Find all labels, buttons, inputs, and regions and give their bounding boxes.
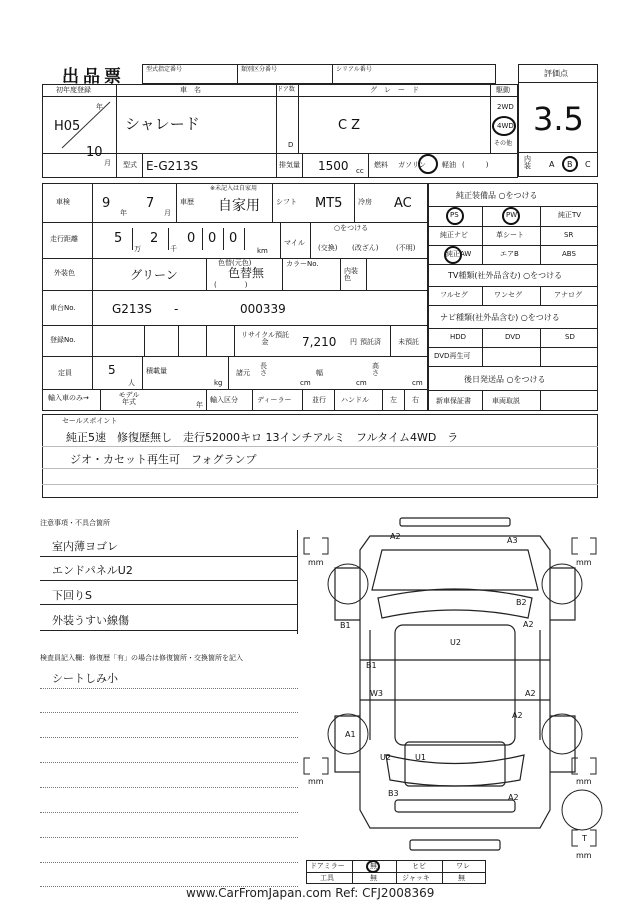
mm-fr: mm [576,558,592,567]
mark-a2-lower: A2 [512,711,523,720]
drive-other: その他 [494,140,513,147]
mileage-label: 走行距離 [50,235,78,243]
ac-value: AC [394,196,412,211]
history-value: 自家用 [218,198,260,214]
interior-label: 内装 [524,155,531,170]
chassis-dash: - [174,302,179,316]
tv-analog: アナログ [554,291,582,299]
genuine-title: 純正装備品 ○をつける [456,191,538,200]
inspector-line1: シートしみ小 [52,672,118,685]
interior-grade-c: C [585,160,591,169]
jack-none: 無 [458,874,465,882]
equip-pw-circle [502,207,520,225]
recycle-amount: 7,210 [302,335,337,349]
aftermarket-title: 後日発送品 ○をつける [464,375,546,384]
model-type: E-G213S [146,159,199,173]
chassis-label: 車台No. [50,304,76,312]
handle-left: 左 [390,396,397,404]
height-cm: cm [412,379,423,387]
inspector-label: 検査員記入欄：修復歴「有」の場合は修復箇所・交換箇所を記入 [40,654,243,662]
handle-right: 右 [412,396,419,404]
not-deposited: 未預託 [398,338,419,346]
navi-dvd: DVD [505,333,521,341]
interior-grade-a: A [549,160,555,169]
vehicle-manual: 車両取説 [492,397,520,405]
equip-leather: 革シート [496,231,524,239]
drive-2wd: 2WD [497,103,514,111]
mirror-none: 無 [370,862,377,870]
category-label: 類別区分番号 [241,66,278,73]
mark-b2: B2 [516,598,527,607]
mm-rr: mm [576,777,592,786]
new-car-warranty: 新車保証書 [436,397,471,405]
mark-b1-mid: B1 [366,661,377,670]
circle-note: ○をつける [334,224,369,232]
tv-title: TV種類(社外品含む) ○をつける [448,271,563,280]
mark-w3: W3 [370,689,383,698]
equip-abs: ABS [562,250,576,258]
mileage-digit-1: 5 [114,231,123,246]
repaint-paren: ( ) [214,281,248,289]
drive-4wd-circle [492,116,516,136]
doors-value: D [288,141,294,149]
grade-value: CZ [338,118,364,133]
mileage-digit-4: 0 [208,231,217,246]
displacement-unit: cc [356,167,364,175]
shift-label: シフト [276,198,297,206]
equip-aw: 純正AW [446,250,472,258]
year-unit: 年 [96,103,103,111]
length-cm: cm [300,379,311,387]
interior-grade-b-circle [562,156,578,172]
dvd-label: DVD再生可 [434,352,471,360]
first-reg-year: H05 [54,119,81,134]
tire-t: T [582,834,587,843]
displacement-label: 排気量 [279,161,300,169]
mark-u2-rear: U2 [380,753,391,762]
chip-label: ワレ [456,862,470,870]
chassis-number: 000339 [240,302,286,316]
car-diagram [300,510,610,870]
inspection-month: 7 [146,196,155,211]
equip-navi: 純正ナビ [440,231,468,239]
width-label: 幅 [316,369,323,377]
model-year-unit: 年 [196,401,203,409]
repaint-label: 色替(元色) [218,259,252,267]
mark-a3: A3 [507,536,518,545]
navi-sd: SD [565,333,575,341]
model-year-label: モデル年式 [118,391,140,406]
history-note: ※未記入は自家用 [210,185,258,192]
equip-ps: PS [450,211,459,219]
tv-oneseg: ワンセグ [494,291,522,299]
equip-airbag: エアB [500,250,519,258]
page-title: 出品票 [62,67,125,87]
unknown-label: (不明) [396,244,416,252]
crack-label: ヒビ [412,862,426,870]
first-reg-month: 10 [86,145,103,160]
fuel-label: 燃料 [374,161,388,169]
inspection-year-unit: 年 [120,209,127,217]
load-unit: kg [214,379,223,387]
interior-color-label: 内装色 [344,267,358,282]
rating-value: 3.5 [533,100,584,138]
mileage-unit-km: km [257,247,268,255]
grade-label: グ レ ー ド [370,86,419,94]
fuel-gasoline: ガソリン [398,161,426,169]
dealer-option: ディーラー [257,396,292,404]
dims-label: 諸元 [236,369,250,377]
car-name: シャレード [125,115,200,133]
inspection-month-unit: 月 [164,209,171,217]
details-box [42,183,428,411]
equip-sr: SR [564,231,574,239]
mirror-label: ドアミラー [310,862,345,870]
mm-spare: mm [576,851,592,860]
equip-pw: PW [506,211,518,219]
exchange-label: (交換) [318,244,338,252]
import-label: 輸入車のみ→ [48,394,89,402]
equip-aw-circle [444,246,462,264]
mile-label: マイル [284,239,305,247]
first-reg-label: 初年度登録 [56,86,91,94]
navi-title: ナビ種類(社外品含む) ○をつける [440,313,560,322]
mileage-unit-man: 万 [134,245,141,253]
car-name-label: 車 名 [180,86,201,94]
mileage-digit-3: 0 [187,231,196,246]
width-cm: cm [356,379,367,387]
color-value: グリーン [130,268,178,282]
shift-value: MT5 [315,196,343,211]
mm-fl: mm [308,558,324,567]
sales-points-line2: ジオ・カセット再生可 フォグランプ [70,453,257,466]
note-3: 下回りS [52,589,92,602]
notes-label: 注意事項・不具合箇所 [40,519,110,527]
color-no-label: カラーNo. [286,260,319,268]
mark-a2-top: A2 [390,532,401,541]
tv-fullseg: フルセグ [440,291,468,299]
jack-label: ジャッキ [402,874,430,882]
height-label: 高さ [372,362,379,377]
registration-label: 登録No. [50,336,76,344]
doors-label: ドア数 [277,86,295,93]
capacity-value: 5 [108,363,116,377]
mark-a2-rear: A2 [525,689,536,698]
mileage-unit-sen: 千 [170,245,177,253]
recycle-yen: 円 [350,338,357,346]
mark-b3: B3 [388,789,399,798]
rating-label: 評価点 [544,69,568,78]
capacity-label: 定員 [58,369,72,377]
note-1: 室内薄ヨゴレ [52,540,118,553]
length-label: 長さ [260,362,267,377]
inspection-label: 車検 [56,198,70,206]
recycle-label: リサイクル預託金 [240,331,290,346]
modified-label: (改ざん) [352,244,379,252]
navi-hdd: HDD [450,333,467,341]
model-cert-label: 型式指定番号 [146,66,183,73]
tool-none: 無 [370,874,377,882]
history-label: 車歴 [180,198,194,206]
chassis-prefix: G213S [112,302,152,316]
tool-label: 工具 [320,874,334,882]
repaint-value: 色替無 [228,266,265,280]
mark-a2-bottom: A2 [508,793,519,802]
color-label: 外装色 [54,269,75,277]
interior-grade-b: B [567,160,573,169]
mileage-digit-5: 0 [229,231,238,246]
load-label: 積載量 [146,367,167,375]
displacement: 1500 [318,159,349,173]
month-unit: 月 [104,159,111,167]
mileage-digit-2: 2 [150,231,159,246]
note-4: 外装うすい線傷 [52,614,129,627]
capacity-unit: 人 [128,379,135,387]
inspection-year: 9 [102,196,111,211]
equip-tv: 純正TV [558,211,582,219]
import-category-label: 輸入区分 [210,396,238,404]
mark-a2-right: A2 [523,620,534,629]
fuel-gasoline-circle [418,154,438,174]
mark-b1-left: B1 [340,621,351,630]
drive-label: 駆動 [496,86,510,94]
equip-ps-circle [446,207,464,225]
deposited: 預託済 [360,338,381,346]
fuel-diesel: 軽油 [442,161,456,169]
mark-u2-center: U2 [450,638,461,647]
note-2: エンドパネルU2 [52,564,133,577]
handle-label: ハンドル [341,396,369,404]
mark-u1: U1 [415,753,426,762]
mirror-circle [366,860,380,873]
serial-label: シリアル番号 [336,66,372,73]
ac-label: 冷房 [358,198,372,206]
drive-4wd: 4WD [497,122,514,130]
cert-row [142,64,496,84]
fuel-paren: ( ) [462,161,489,169]
parallel-option: 並行 [312,396,326,404]
mm-rl: mm [308,777,324,786]
sales-points-line1: 純正5速 修復歴無し 走行52000キロ 13インチアルミ フルタイム4WD ラ [66,431,459,444]
footer-watermark: www.CarFromJapan.com Ref: CFJ2008369 [186,886,435,900]
mark-a1: A1 [345,730,356,739]
sales-points-label: セールスポイント [62,417,118,425]
model-type-label: 型式 [123,161,137,169]
